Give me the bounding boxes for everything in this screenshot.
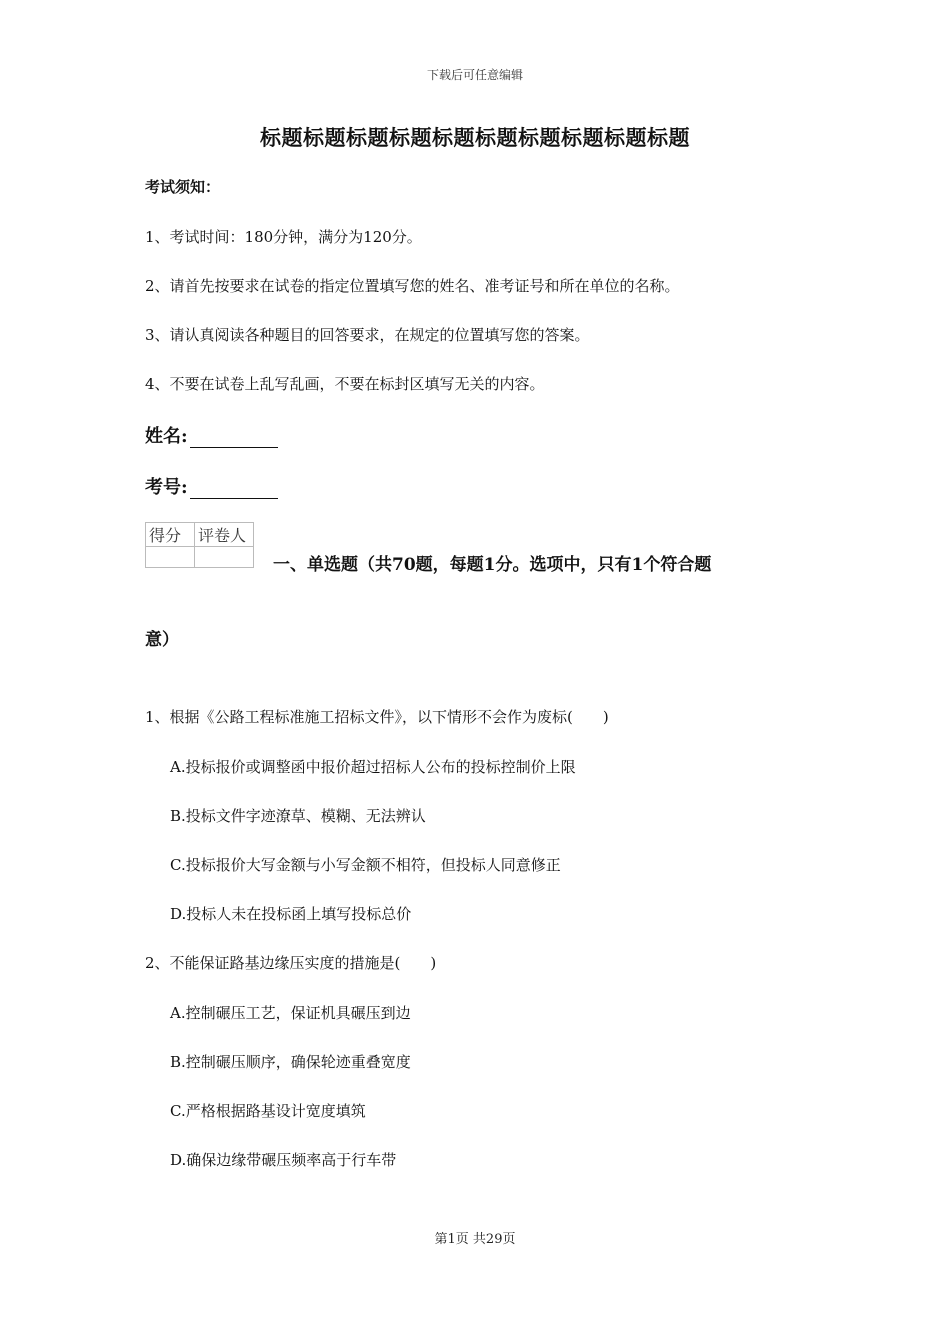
question-2-option-c: C.严格根据路基设计宽度填筑	[170, 1102, 366, 1120]
question-1-option-c: C.投标报价大写金额与小写金额不相符，但投标人同意修正	[170, 856, 561, 874]
name-blank-line	[190, 429, 278, 448]
question-1-option-a: A.投标报价或调整函中报价超过招标人公布的投标控制价上限	[170, 758, 576, 776]
score-cell	[146, 547, 195, 568]
name-label: 姓名:	[145, 426, 188, 447]
section-title-line2: 意）	[145, 630, 179, 650]
section-title-line1: 一、单选题（共70题，每题1分。选项中，只有1个符合题	[273, 555, 712, 575]
question-2-option-d: D.确保边缘带碾压频率高于行车带	[170, 1151, 397, 1169]
instruction-item-4: 4、不要在试卷上乱写乱画，不要在标封区填写无关的内容。	[145, 375, 545, 393]
exam-id-blank-line	[190, 480, 278, 499]
question-1-stem: 1、根据《公路工程标准施工招标文件》，以下情形不会作为废标( )	[145, 708, 609, 726]
document-title: 标题标题标题标题标题标题标题标题标题标题	[260, 125, 690, 150]
score-table	[145, 522, 254, 568]
question-1-option-d: D.投标人未在投标函上填写投标总价	[170, 905, 412, 923]
grader-cell	[195, 547, 254, 568]
instruction-item-3: 3、请认真阅读各种题目的回答要求，在规定的位置填写您的答案。	[145, 326, 590, 344]
instruction-item-1: 1、考试时间：180分钟，满分为120分。	[145, 228, 422, 246]
question-2-stem: 2、不能保证路基边缘压实度的措施是( )	[145, 954, 437, 972]
instructions-heading: 考试须知：	[145, 178, 221, 196]
grader-header: 评卷人	[195, 523, 254, 547]
question-2-option-a: A.控制碾压工艺，保证机具碾压到边	[170, 1004, 411, 1022]
exam-id-label: 考号:	[145, 477, 188, 498]
question-2-option-b: B.控制碾压顺序，确保轮迹重叠宽度	[170, 1053, 411, 1071]
score-header: 得分	[146, 523, 195, 547]
header-note: 下载后可任意编辑	[426, 68, 523, 82]
name-field	[145, 422, 278, 448]
page-footer: 第1页 共29页	[434, 1232, 516, 1247]
instruction-item-2: 2、请首先按要求在试卷的指定位置填写您的姓名、准考证号和所在单位的名称。	[145, 277, 680, 295]
exam-id-field	[145, 473, 278, 499]
question-1-option-b: B.投标文件字迹潦草、模糊、无法辨认	[170, 807, 426, 825]
